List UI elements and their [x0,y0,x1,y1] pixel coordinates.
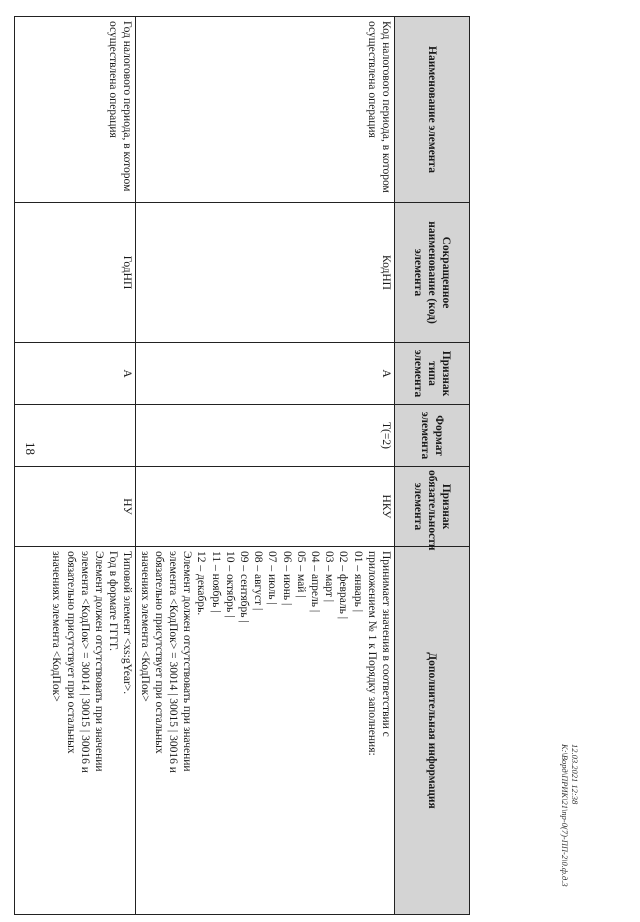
cell-element-format: Т(=2) [136,405,395,467]
info-line: значениях элемента <КодПок> [138,551,151,702]
info-line: обязательно присутствует при остальных [152,551,165,754]
footer-note [560,744,580,914]
cell-element-type: А [15,343,136,405]
info-line: значениях элемента <КодПок> [50,551,63,702]
header-element-name: Наименование элемента [395,17,470,203]
rotated-page-content [18,16,470,914]
info-line: элемента <КодПок> = 30014 | 30015 | 30016 и [166,551,179,773]
info-line: приложением № 1 к Порядку заполнения: [365,551,378,756]
cell-element-required: НУ [15,467,136,547]
info-line: Принимает значения в соответствии с [380,551,392,737]
cell-additional-info [136,547,395,915]
footer-line: К:\Ворд\ПРИК\21\пр-0(7)-ПП-2\0.ф.д.3 [560,744,570,887]
info-line: 12 – декабрь. [195,551,208,616]
footer-line: 12.03.2021 12:38 [570,744,580,805]
table-header-row [395,17,470,915]
info-line: 10 – октябрь | [223,551,236,618]
table-row [15,17,136,915]
info-line: обязательно присутствует при остальных [64,551,77,754]
page-number: 18 [23,442,38,455]
info-line: 02 – февраль | [337,551,350,620]
cell-element-required: НКУ [136,467,395,547]
cell-element-code: ГодНП [15,203,136,343]
info-line: Типовой элемент <xs:gYear>. [121,551,134,695]
header-element-code: Сокращенное наименование (код) элемента [395,203,470,343]
cell-element-name: Код налогового периода, в котором осуществлена операция [136,17,395,203]
cell-element-format [15,405,136,467]
cell-additional-info [15,547,136,915]
cell-element-type: А [136,343,395,405]
info-line: Элемент должен отсутствовать при значении [181,551,194,772]
info-line: 08 – август | [252,551,265,611]
info-line: 06 – июнь | [280,551,293,606]
table-row [136,17,395,915]
info-line: 05 – май | [294,551,307,598]
header-element-format: Формат элемента [395,405,470,467]
info-line: 04 – апрель | [308,551,321,613]
info-line: 01 – январь | [351,551,364,612]
info-line: Год в формате ГГГГ. [107,551,120,652]
header-additional-info: Дополнительная информация [395,547,470,915]
info-line: Элемент должен отсутствовать при значении [92,551,105,772]
info-line: 09 – сентябрь | [237,551,250,623]
cell-element-name: Год налогового периода, в котором осуществлена операция [15,17,136,203]
info-line: 11 – ноябрь | [209,551,222,613]
cell-element-code: КодНП [136,203,395,343]
elements-table [14,16,470,915]
header-element-type: Признак типа элемента [395,343,470,405]
info-line: 07 – июль | [266,551,279,605]
info-line: 03 – март | [323,551,336,603]
info-line: элемента <КодПок> = 30014 | 30015 | 30016 и [78,551,91,773]
header-element-required: Признак обязательности элемента [395,467,470,547]
